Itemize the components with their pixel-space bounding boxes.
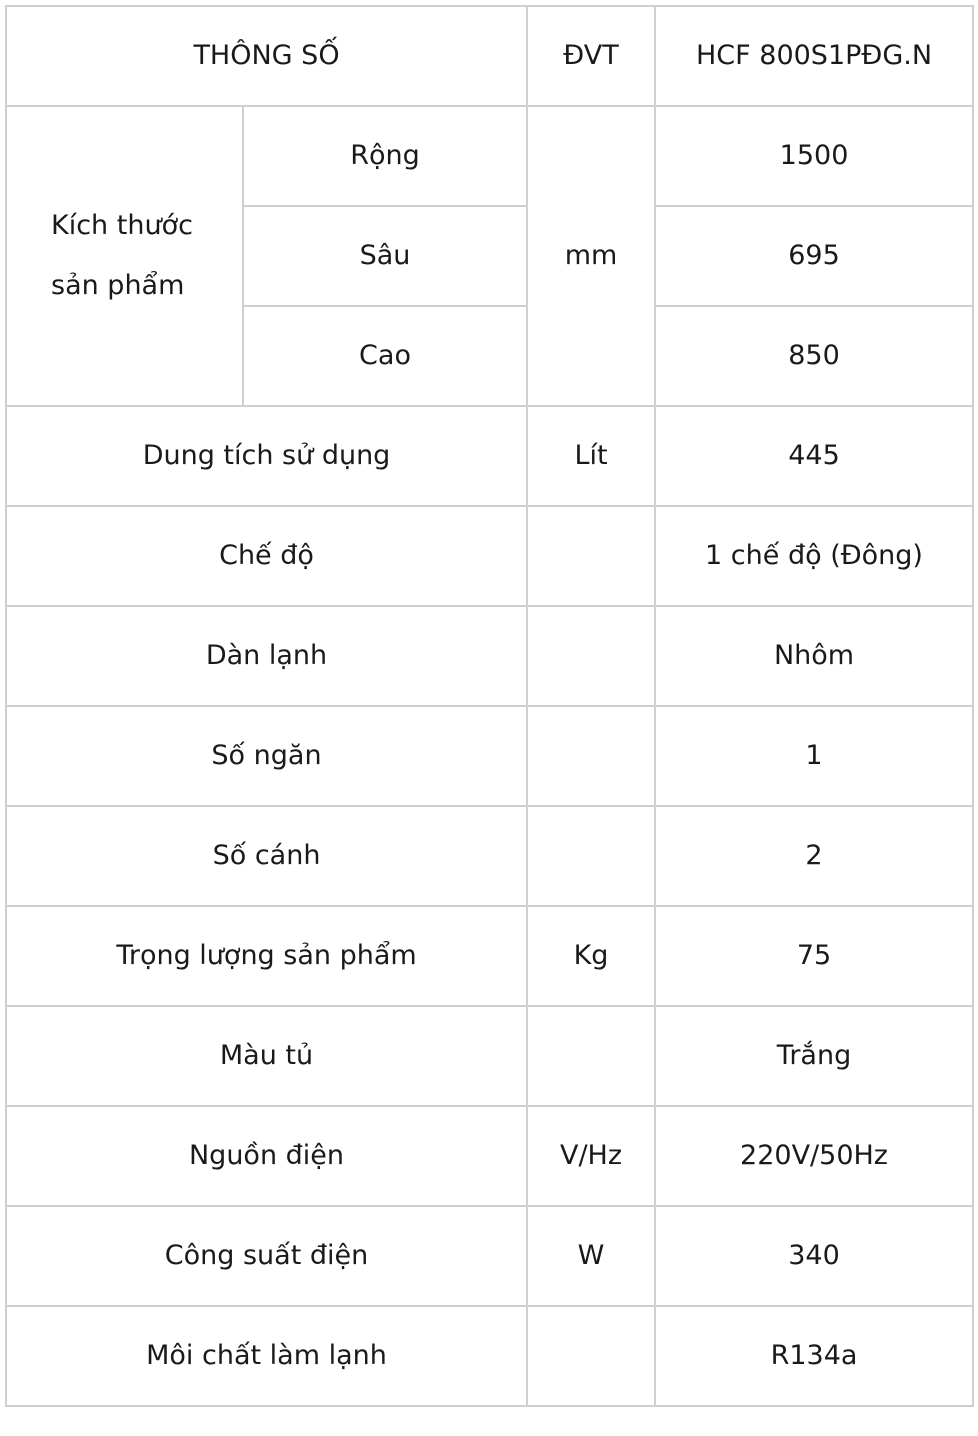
row-unit: V/Hz — [527, 1106, 655, 1206]
row-label: Công suất điện — [6, 1206, 527, 1306]
row-label: Dung tích sử dụng — [6, 406, 527, 506]
table-row — [6, 1206, 973, 1306]
dimension-label: Cao — [243, 306, 527, 406]
row-unit — [527, 1306, 655, 1406]
table-row — [6, 906, 973, 1006]
row-value: 1 — [655, 706, 973, 806]
row-label: Số cánh — [6, 806, 527, 906]
header-param: THÔNG SỐ — [6, 6, 527, 106]
row-value: 2 — [655, 806, 973, 906]
dimension-value: 1500 — [655, 106, 973, 206]
row-value: 75 — [655, 906, 973, 1006]
row-unit — [527, 606, 655, 706]
table-row — [6, 1306, 973, 1406]
table-row — [6, 506, 973, 606]
row-label: Nguồn điện — [6, 1106, 527, 1206]
row-label: Màu tủ — [6, 1006, 527, 1106]
header-model: HCF 800S1PĐG.N — [655, 6, 973, 106]
row-label: Môi chất làm lạnh — [6, 1306, 527, 1406]
row-value: 1 chế độ (Đông) — [655, 506, 973, 606]
table-row — [6, 406, 973, 506]
row-unit — [527, 1006, 655, 1106]
dimensions-group-label — [6, 106, 243, 406]
row-value: Nhôm — [655, 606, 973, 706]
header-unit: ĐVT — [527, 6, 655, 106]
table-row — [6, 806, 973, 906]
row-value: R134a — [655, 1306, 973, 1406]
table-row — [6, 606, 973, 706]
table-row-dimension-width — [6, 106, 973, 206]
row-value: 340 — [655, 1206, 973, 1306]
table-row — [6, 706, 973, 806]
row-unit: Kg — [527, 906, 655, 1006]
dimension-label: Rộng — [243, 106, 527, 206]
dimensions-unit: mm — [527, 106, 655, 406]
row-label: Trọng lượng sản phẩm — [6, 906, 527, 1006]
header-row — [6, 6, 973, 106]
row-label: Số ngăn — [6, 706, 527, 806]
row-unit — [527, 706, 655, 806]
row-value: Trắng — [655, 1006, 973, 1106]
dimension-value: 850 — [655, 306, 973, 406]
row-value: 220V/50Hz — [655, 1106, 973, 1206]
row-value: 445 — [655, 406, 973, 506]
row-label: Dàn lạnh — [6, 606, 527, 706]
table-row — [6, 1006, 973, 1106]
table-row — [6, 1106, 973, 1206]
row-unit: W — [527, 1206, 655, 1306]
row-label: Chế độ — [6, 506, 527, 606]
dimensions-group-label-line1: Kích thước — [51, 210, 193, 241]
spec-table — [5, 5, 974, 1407]
row-unit — [527, 806, 655, 906]
dimension-label: Sâu — [243, 206, 527, 306]
row-unit — [527, 506, 655, 606]
dimension-value: 695 — [655, 206, 973, 306]
dimensions-group-label-line2: sản phẩm — [51, 270, 185, 301]
row-unit: Lít — [527, 406, 655, 506]
